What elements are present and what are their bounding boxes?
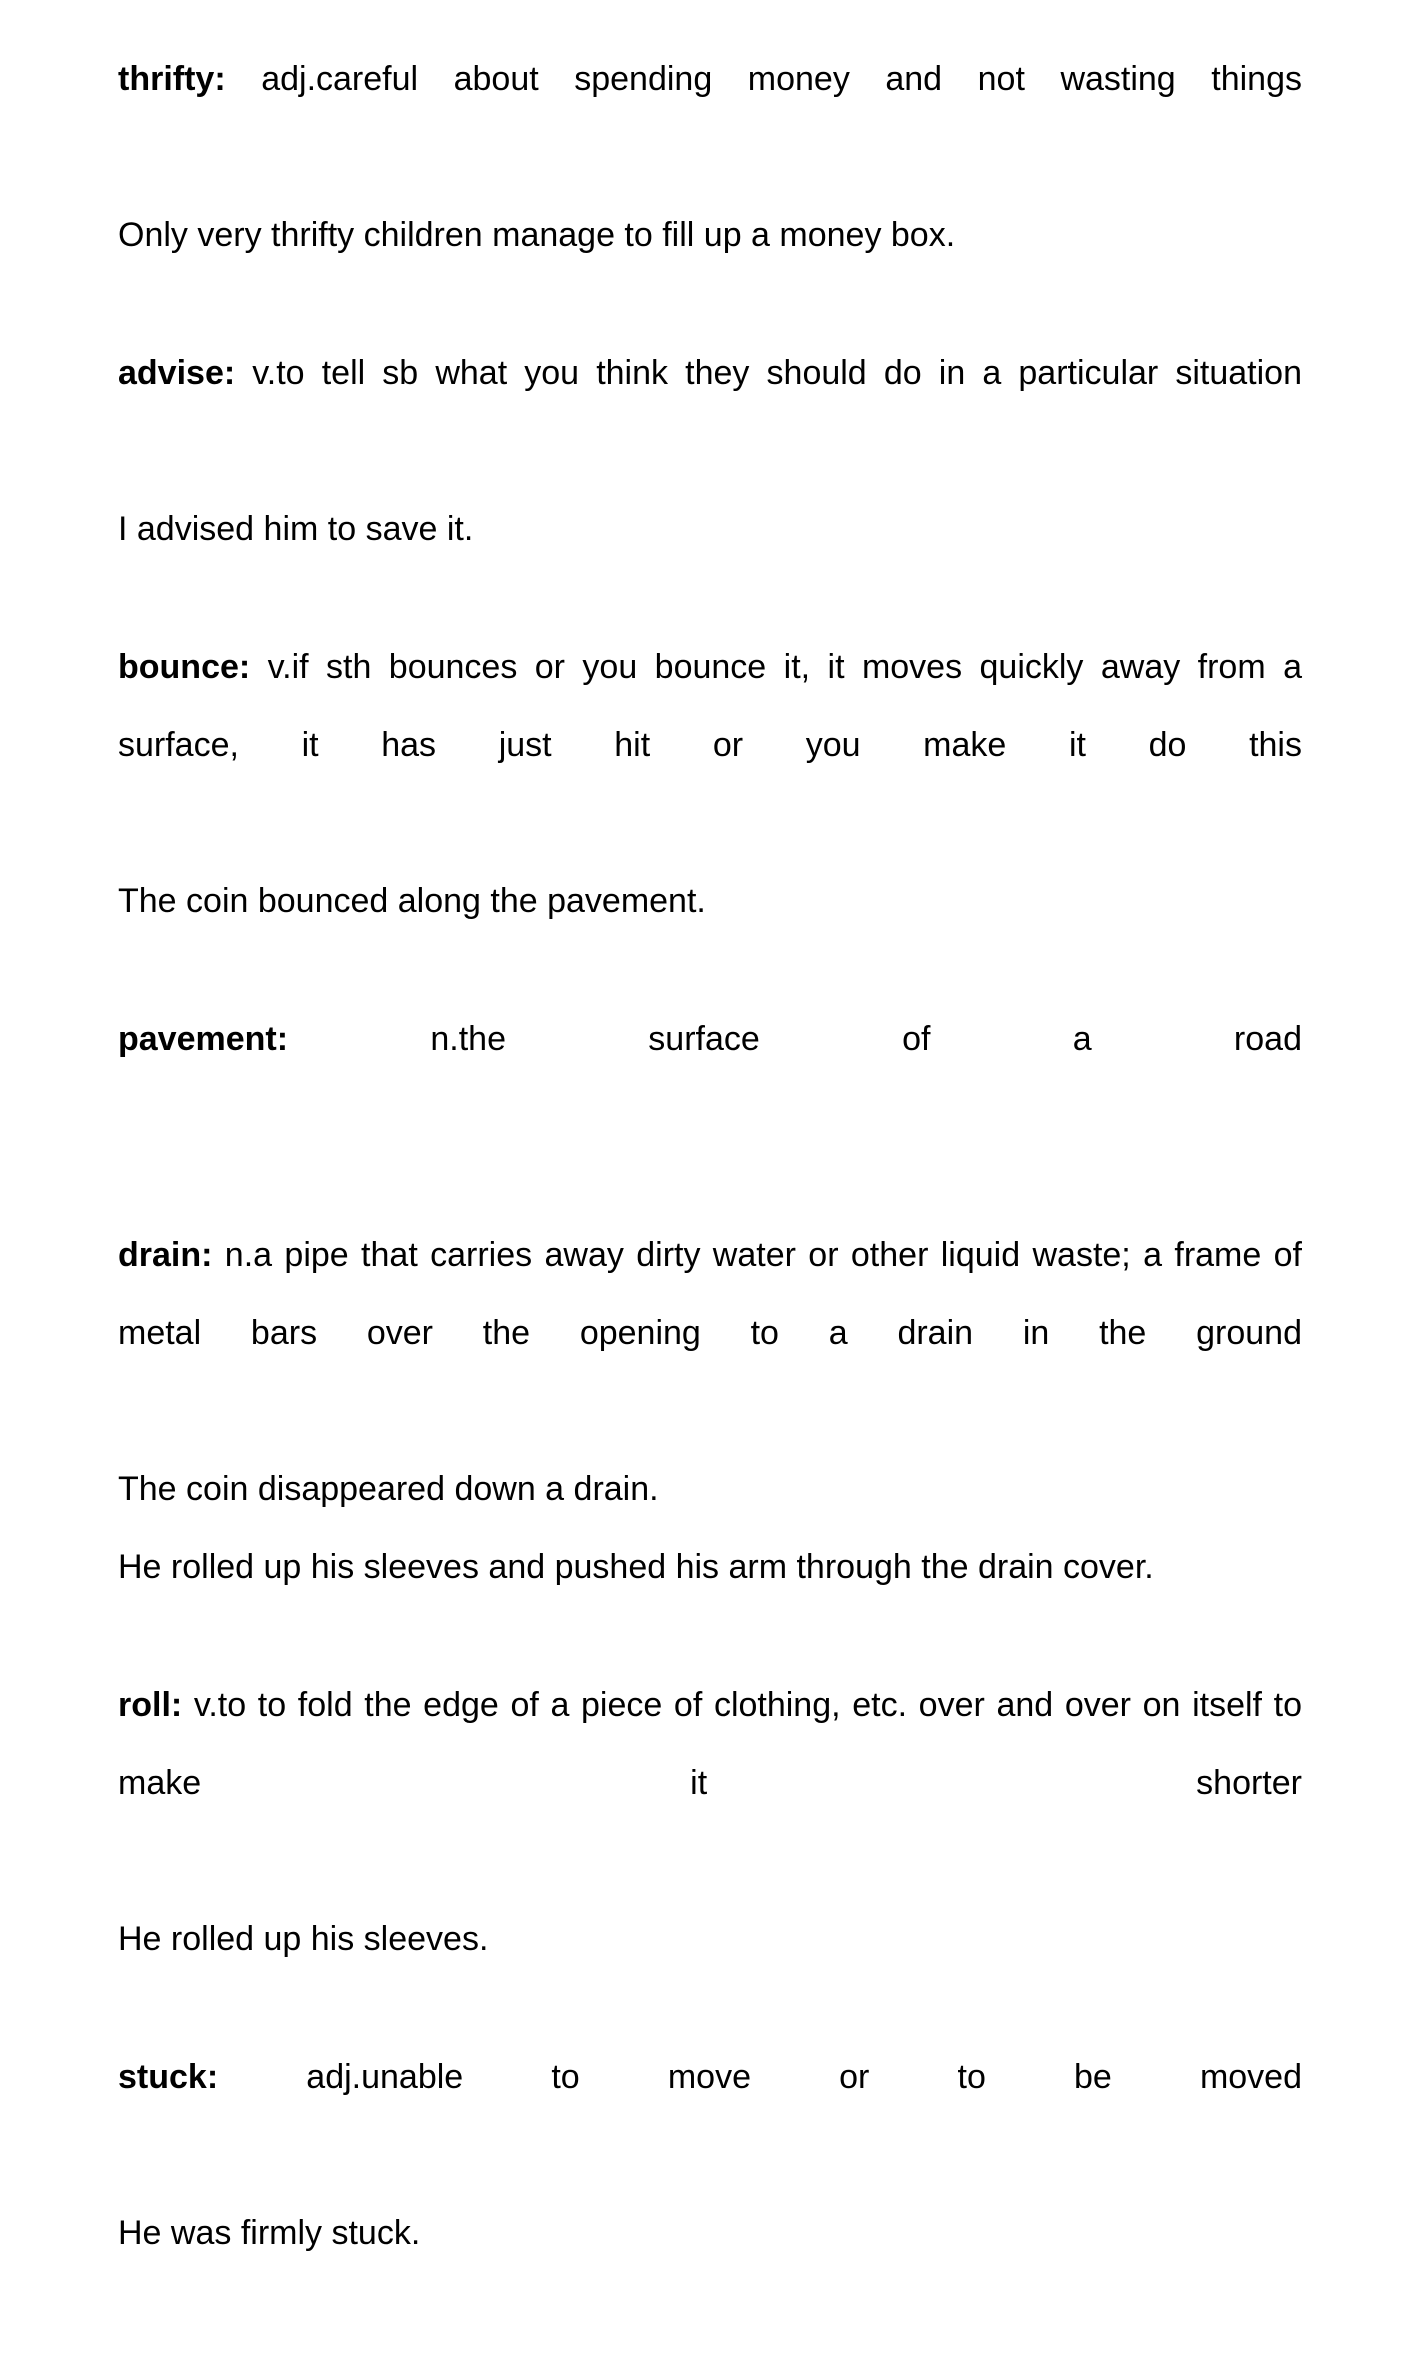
- entry-definition: [118, 628, 1302, 862]
- entry-headword: drain:: [118, 1236, 213, 1274]
- glossary-entry: [118, 40, 1302, 274]
- glossary-entry: [118, 1666, 1302, 1978]
- entry-example: He was firmly stuck.: [118, 2214, 421, 2252]
- entry-definition-text: adj.unable to move or to be moved: [218, 2058, 1302, 2096]
- entry-definition-text: n.the surface of a road: [288, 1020, 1302, 1058]
- entry-definition-text: v.to tell sb what you think they should do in a particular situation: [235, 354, 1302, 392]
- entry-definition: [118, 1666, 1302, 1900]
- entry-headword: bounce:: [118, 648, 251, 686]
- glossary-entry: [118, 2038, 1302, 2272]
- entry-definition: [118, 1216, 1302, 1450]
- glossary-entry: [118, 1216, 1302, 1606]
- entry-definition-text: adj.careful about spending money and not wasting things: [225, 60, 1302, 98]
- entry-definition-text: n.a pipe that carries away dirty water or other liquid waste; a frame of metal bars over the opening to a drain in the ground: [118, 1236, 1302, 1352]
- entry-headword: roll:: [118, 1686, 183, 1724]
- entry-example: He rolled up his sleeves and pushed his arm through the drain cover.: [118, 1548, 1154, 1586]
- entry-definition-text: v.to to fold the edge of a piece of clothing, etc. over and over on itself to make it shorter: [118, 1686, 1302, 1802]
- entry-example: He rolled up his sleeves.: [118, 1920, 489, 1958]
- entry-headword: pavement:: [118, 1020, 289, 1058]
- entry-definition: [118, 40, 1302, 196]
- entry-definition: [118, 1000, 1302, 1156]
- glossary-entry: [118, 1000, 1302, 1156]
- entry-headword: advise:: [118, 354, 236, 392]
- glossary-entry: [118, 334, 1302, 568]
- glossary-entry: [118, 628, 1302, 940]
- entry-headword: stuck:: [118, 2058, 219, 2096]
- entry-definition-text: v.if sth bounces or you bounce it, it moves quickly away from a surface, it has just hit or you make it do this: [118, 648, 1302, 764]
- entry-headword: thrifty:: [118, 60, 226, 98]
- entry-definition: [118, 2038, 1302, 2194]
- glossary-content: [118, 40, 1302, 2272]
- entry-example: The coin disappeared down a drain.: [118, 1470, 659, 1508]
- entry-example: Only very thrifty children manage to fill up a money box.: [118, 216, 956, 254]
- entry-definition: [118, 334, 1302, 490]
- entry-example: The coin bounced along the pavement.: [118, 882, 706, 920]
- entry-example: I advised him to save it.: [118, 510, 474, 548]
